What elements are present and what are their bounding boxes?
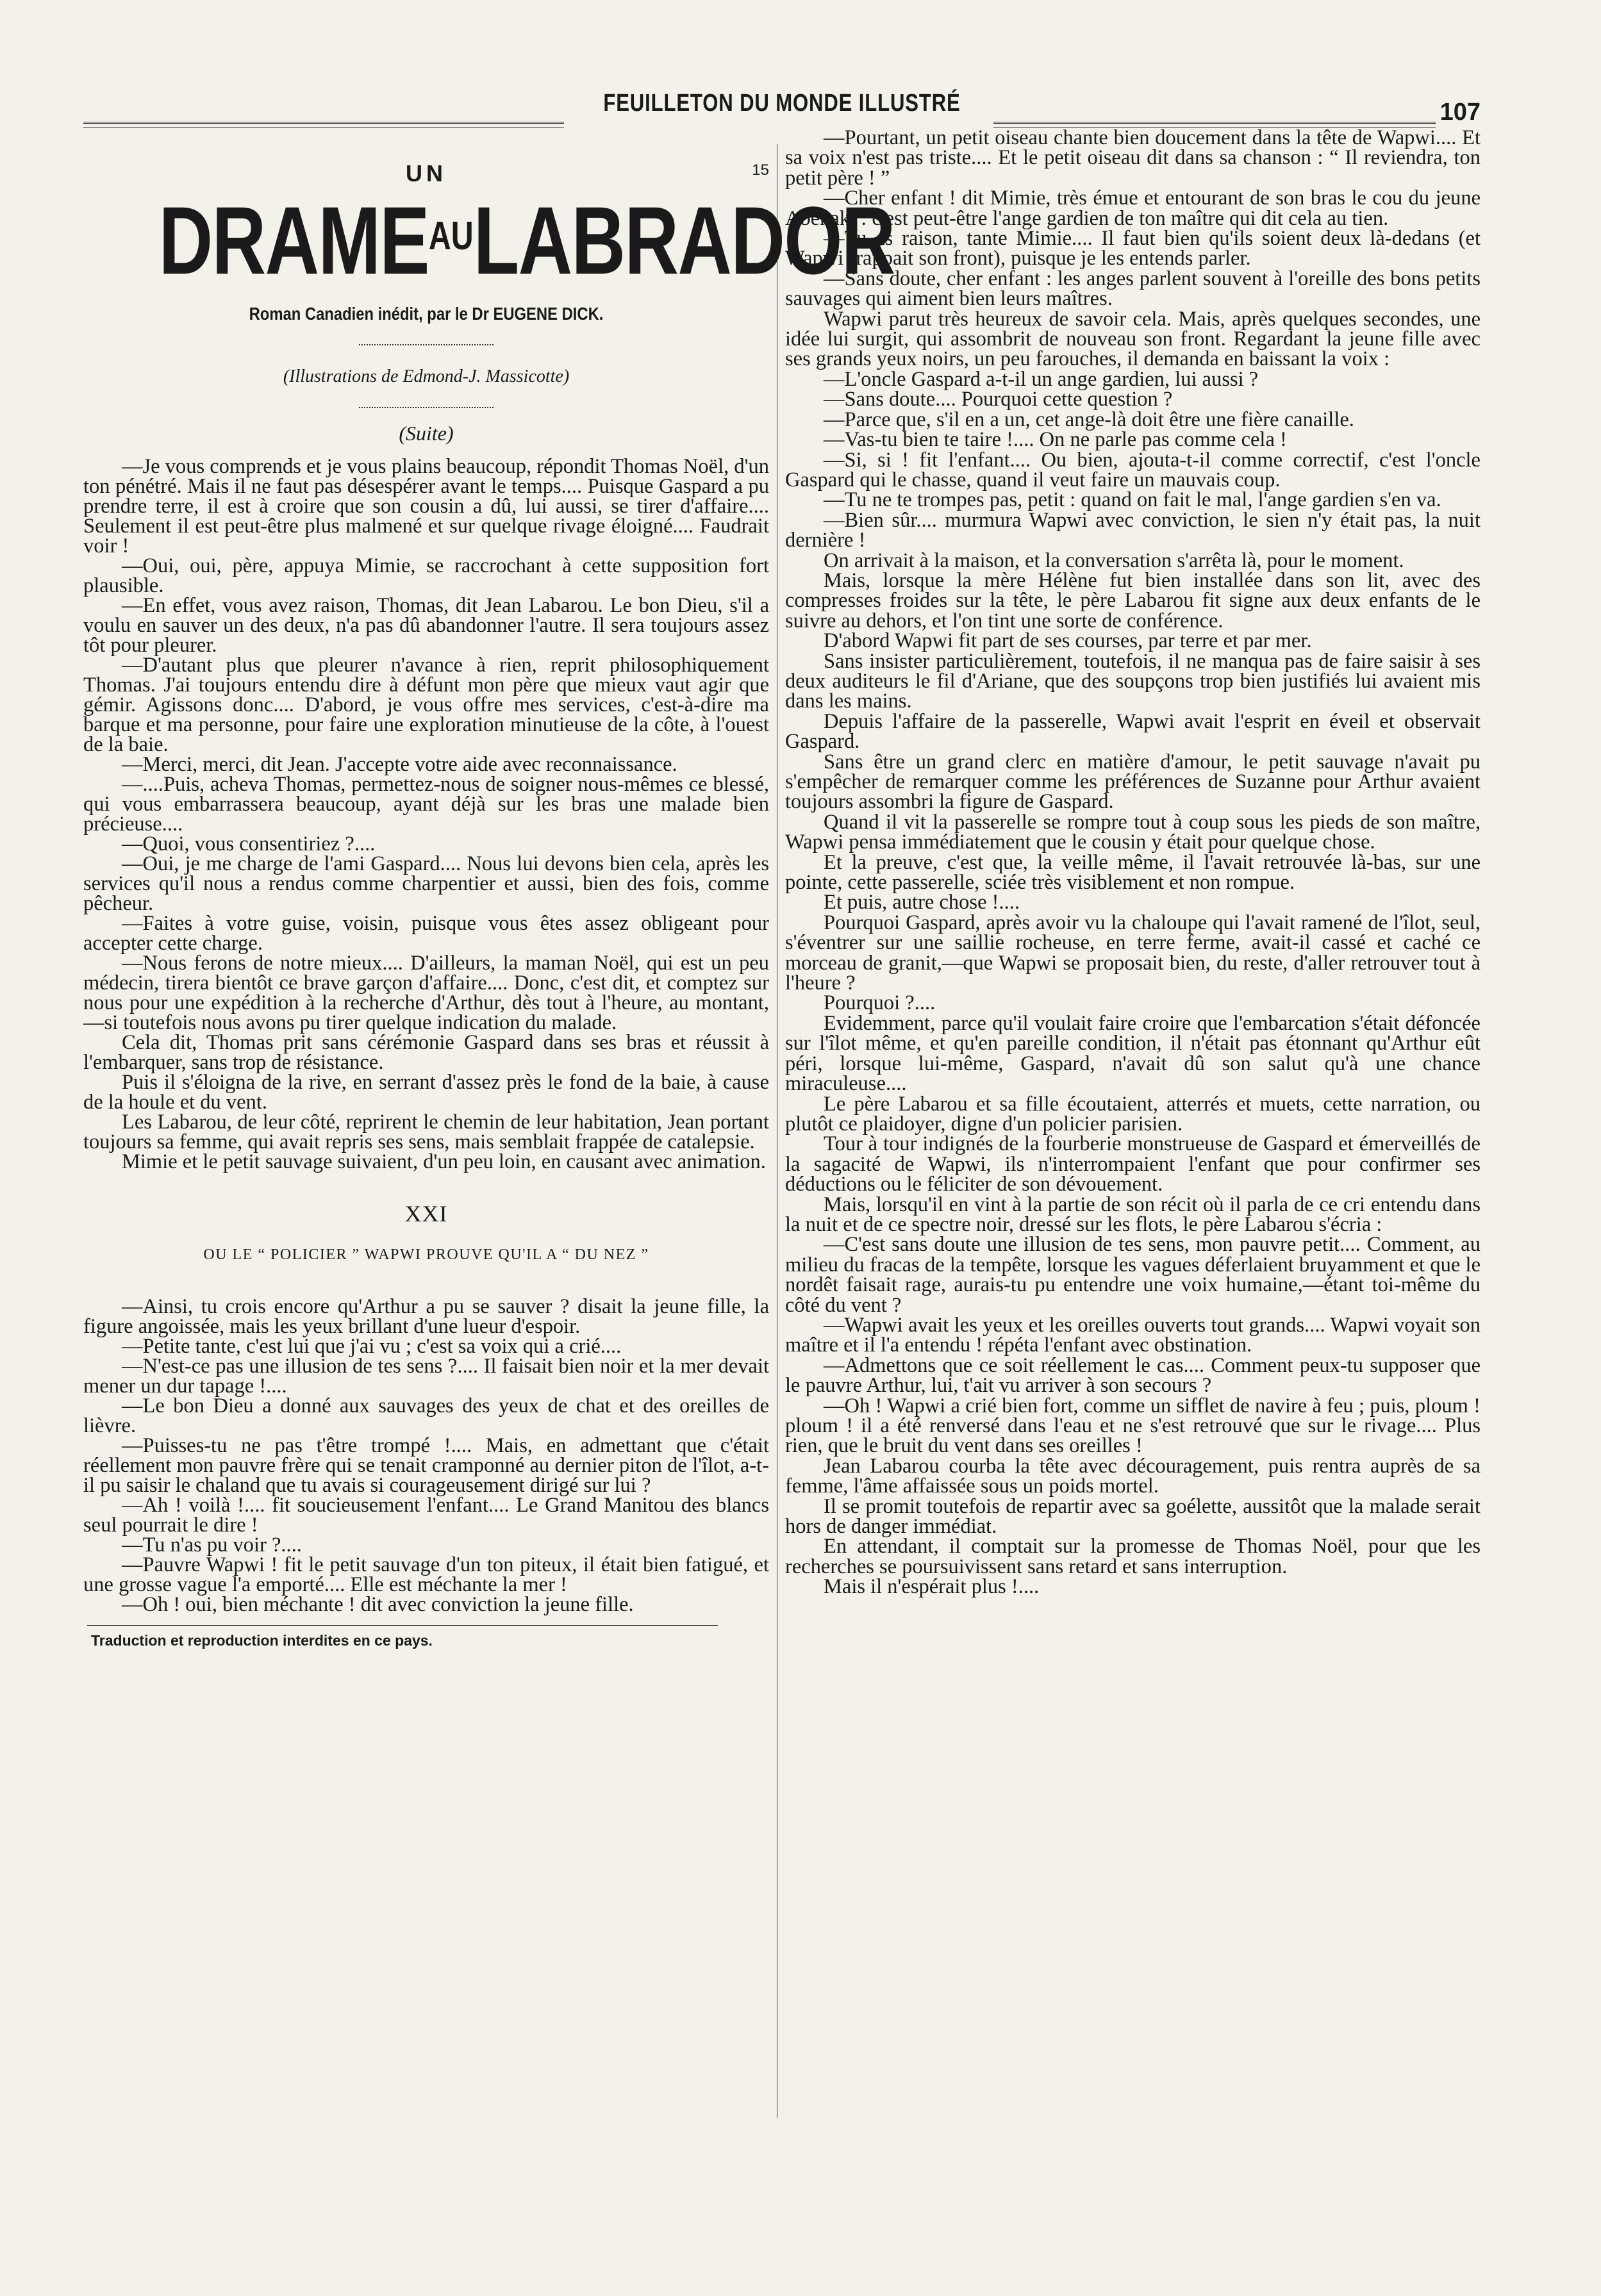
suite-label: (Suite) [399, 422, 454, 445]
chapter-number: XXI [404, 1201, 448, 1226]
paragraph: Les Labarou, de leur côté, reprirent le chemin de leur habitation, Jean portant toujours sa femme, qui avait repris ses sens, mais semblait frappée de catalepsie. [83, 1111, 769, 1153]
paragraph: Pourquoi ?.... [824, 991, 936, 1015]
paragraph: Il se promit toutefois de repartir avec sa goélette, aussitôt que la malade serait hors de danger immédiat. [785, 1494, 1481, 1539]
paragraph: En attendant, il comptait sur la promesse de Thomas Noël, pour que les recherches se poursuivissent sans retard et sans interruption. [785, 1535, 1481, 1578]
right-body-text [785, 128, 1481, 1598]
paragraph: —Tu n'as pu voir ?.... [122, 1533, 302, 1557]
paragraph: —Tu ne te trompes pas, petit : quand on fait le mal, l'ange gardien s'en va. [824, 488, 1441, 512]
paragraph: —Quoi, vous consentiriez ?.... [122, 832, 376, 855]
left-body-text [83, 457, 769, 1172]
paragraph: Mais, lorsque la mère Hélène fut bien installée dans son lit, avec des compresses froides sur la tête, le père Labarou fit signe aux deux enfants de le suivre au dehors, et l'on tint une sorte de conférence. [785, 568, 1481, 632]
paragraph: —Sans doute.... Pourquoi cette question ? [824, 388, 1173, 411]
paragraph: —Puisses-tu ne pas t'être trompé !.... Mais, en admettant que c'était réellement mon pauvre frère qui se tenait cramponné au dernier piton de l'îlot, a-t-il pu saisir le chaland que tu avais si courageusement dirigé sur lui ? [83, 1434, 769, 1497]
paragraph: Sans insister particulièrement, toutefois, il ne manqua pas de faire saisir à ses deux auditeurs le fil d'Ariane, que des soupçons trop bien justifiés lui avaient mis dans les mains. [785, 649, 1481, 713]
ornament-divider [83, 331, 769, 350]
paragraph: —Petite tante, c'est lui que j'ai vu ; c'est sa voix qui a crié.... [122, 1335, 622, 1358]
paragraph: —Oh ! Wapwi a crié bien fort, comme un sifflet de navire à feu ; puis, ploum ! ploum ! il a été renversé dans l'eau et ne s'est retrouvé que sur le rivage.... Plus rien, que le bruit du vent dans ses oreilles ! [785, 1394, 1481, 1458]
installment-number: 15 [752, 161, 769, 179]
paragraph: —Faites à votre guise, voisin, puisque vous êtes assez obligeant pour accepter cette charge. [83, 912, 769, 955]
title-word-drame: DRAME [158, 186, 429, 294]
paragraph: —Vas-tu bien te taire !.... On ne parle pas comme cela ! [824, 428, 1287, 452]
paragraph: Jean Labarou courba la tête avec découragement, puis rentra auprès de sa femme, l'âme affaissée sous un poids mortel. [785, 1454, 1481, 1498]
paragraph: Tour à tour indignés de la fourberie monstrueuse de Gaspard et émerveillés de la sagacité de Wapwi, ils n'interrompaient l'enfant que pour confirmer ses déductions ou le féliciter de son dévouement. [785, 1132, 1481, 1196]
paragraph: Quand il vit la passerelle se rompre tout à coup sous les pieds de son maître, Wapwi pensa immédiatement que le cousin y était pour quelque chose. [785, 810, 1481, 854]
paragraph: —Tu as raison, tante Mimie.... Il faut bien qu'ils soient deux là-dedans (et Wapwi frappait son front), puisque je les entends parler. [785, 227, 1481, 270]
paragraph: Wapwi parut très heureux de savoir cela. Mais, après quelques secondes, une idée lui surgit, qui assombrit de nouveau son front. Regardant la jeune fille avec ses grands yeux noirs, un peu farouches, il demanda en baissant la voix : [785, 307, 1481, 371]
paragraph: Et puis, autre chose !.... [824, 891, 1020, 914]
paragraph: —Oui, oui, père, appuya Mimie, se raccrochant à cette supposition fort plausible. [83, 554, 769, 597]
chapter-title: OU LE “ POLICIER ” WAPWI PROUVE QU'IL A “ DU NEZ ” [203, 1246, 649, 1263]
footnote: Traduction et reproduction interdites en ce pays. [91, 1632, 433, 1649]
header-rule-left [83, 122, 564, 128]
paragraph: Depuis l'affaire de la passerelle, Wapwi avait l'esprit en éveil et observait Gaspard. [785, 709, 1481, 754]
title-kicker-text: UN [406, 160, 447, 186]
article-title [158, 186, 895, 294]
paragraph: Mais, lorsqu'il en vint à la partie de son récit où il parla de ce cri entendu dans la nuit et de ce spectre noir, dressé sur les flots, le père Labarou s'écria : [785, 1193, 1481, 1236]
paragraph: —Oui, je me charge de l'ami Gaspard.... Nous lui devons bien cela, après les services qu'il nous a rendus comme charpentier et aussi, bien des fois, comme pêcheur. [83, 852, 769, 915]
paragraph: Puis il s'éloigna de la rive, en serrant d'assez près le fond de la baie, à cause de la houle et du vent. [83, 1071, 769, 1114]
paragraph: —Je vous comprends et je vous plains beaucoup, répondit Thomas Noël, d'un ton pénétré. Mais il ne faut pas désespérer avant le temps.... Puisque Gaspard a pu prendre terre, il est à croire que son cousin a dû, lui aussi, se tirer d'affaire.... Seulement il est peut-être plus malmené et sur quelque rivage éloigné.... Faudrait voir ! [83, 455, 769, 557]
paragraph: Mimie et le petit sauvage suivaient, d'un peu loin, en causant avec animation. [122, 1150, 766, 1173]
paragraph: —D'autant plus que pleurer n'avance à rien, reprit philosophiquement Thomas. J'ai toujours entendu dire à défunt mon père que mieux vaut agir que gémir. Agissons donc.... D'abord, je vous offre mes services, c'est-à-dire ma barque et ma personne, pour faire une exploration minutieuse de la côte, à l'ouest de la baie. [83, 654, 769, 756]
paragraph: Evidemment, parce qu'il voulait faire croire que l'embarcation s'était défoncée sur l'îlot même, et qu'en pareille condition, il n'était pas étonnant qu'Arthur eût péri, lorsque lui-même, Gaspard, n'avait dû son salut qu'à une chance miraculeuse.... [785, 1011, 1481, 1096]
paragraph: —C'est sans doute une illusion de tes sens, mon pauvre petit.... Comment, au milieu du fracas de la tempête, lorsque les vagues déferlaient bruyamment et que le nordêt faisait rage, aurais-tu pu entendre une voix humaine,—étant toi-même du côté du vent ? [785, 1233, 1481, 1317]
paragraph: D'abord Wapwi fit part de ses courses, par terre et par mer. [824, 629, 1312, 653]
title-kicker [83, 160, 769, 188]
paragraph: —En effet, vous avez raison, Thomas, dit Jean Labarou. Le bon Dieu, s'il a voulu en sauver un des deux, n'a pas dû abandonner l'autre. Il sera toujours assez tôt pour pleurer. [83, 594, 769, 657]
paragraph: —Parce que, s'il en a un, cet ange-là doit être une fière canaille. [824, 408, 1354, 431]
paragraph: —L'oncle Gaspard a-t-il un ange gardien, lui aussi ? [824, 367, 1259, 391]
paragraph: Sans être un grand clerc en matière d'amour, le petit sauvage n'avait pu s'empêcher de remarquer comme les préférences de Suzanne pour Arthur avaient toujours assombri la figure de Gaspard. [785, 750, 1481, 814]
paragraph: Le père Labarou et sa fille écoutaient, atterrés et muets, cette narration, ou plutôt ce plaidoyer, digne d'un policier parisien. [785, 1092, 1481, 1136]
ornament-divider [83, 393, 769, 413]
paragraph: —Admettons que ce soit réellement le cas.... Comment peux-tu supposer que le pauvre Arthur, lui, t'ait vu arriver à son secours ? [785, 1353, 1481, 1398]
paragraph: —Oh ! oui, bien méchante ! dit avec conviction la jeune fille. [122, 1593, 634, 1616]
paragraph: On arrivait à la maison, et la conversation s'arrêta là, pour le moment. [824, 549, 1404, 572]
paragraph: Cela dit, Thomas prit sans cérémonie Gaspard dans ses bras et réussit à l'embarquer, sans trop de résistance. [83, 1031, 769, 1074]
paragraph: —Bien sûr.... murmura Wapwi avec conviction, le sien n'y était pas, la nuit dernière ! [785, 508, 1481, 552]
paragraph: —Wapwi avait les yeux et les oreilles ouverts tout grands.... Wapwi voyait son maître et il l'a entendu ! répéta l'enfant avec obstination. [785, 1313, 1481, 1357]
illustrations-credit: (Illustrations de Edmond-J. Massicotte) [283, 367, 570, 386]
paragraph: —Le bon Dieu a donné aux sauvages des yeux de chat et des oreilles de lièvre. [83, 1394, 769, 1437]
paragraph: —N'est-ce pas une illusion de tes sens ?.... Il faisait bien noir et la mer devait mener un dur tapage !.... [83, 1355, 769, 1398]
title-word-au: AU [428, 214, 474, 258]
paragraph: —Ainsi, tu crois encore qu'Arthur a pu se sauver ? disait la jeune fille, la figure angoissée, mais les yeux brillant d'une lueur d'espoir. [83, 1295, 769, 1338]
paragraph: —Si, si ! fit l'enfant.... Ou bien, ajouta-t-il comme correctif, c'est l'oncle Gaspard qui le chasse, quand il veut faire un mauvais coup. [785, 448, 1481, 491]
paragraph: —Merci, merci, dit Jean. J'accepte votre aide avec reconnaissance. [122, 753, 677, 776]
article-subtitle: Roman Canadien inédit, par le Dr EUGENE DICK. [249, 304, 604, 324]
footnote-rule [87, 1625, 718, 1626]
paragraph: —....Puis, acheva Thomas, permettez-nous de soigner nous-mêmes ce blessé, qui vous embarrassera beaucoup, ayant déjà sur les bras une malade bien précieuse.... [83, 773, 769, 836]
header-title: FEUILLETON DU MONDE ILLUSTRÉ [603, 90, 961, 117]
paragraph: —Cher enfant ! dit Mimie, très émue et entourant de son bras le cou du jeune Abénaki : c'est peut-être l'ange gardien de ton maître qui dit cela au tien. [785, 186, 1481, 230]
paragraph: —Ah ! voilà !.... fit soucieusement l'enfant.... Le Grand Manitou des blancs seul pourrait le dire ! [83, 1494, 769, 1537]
page-number: 107 [1439, 99, 1481, 126]
chapter-body-text [83, 1297, 769, 1615]
paragraph: Pourquoi Gaspard, après avoir vu la chaloupe qui l'avait ramené de l'îlot, seul, s'éventrer sur une saillie rocheuse, en terre ferme, avait-il cassé et caché ce morceau de granit,—que Wapwi se proposait bien, du reste, d'aller retrouver tout à l'heure ? [785, 911, 1481, 995]
paragraph: —Sans doute, cher enfant : les anges parlent souvent à l'oreille des bons petits sauvages qui aiment bien leurs maîtres. [785, 267, 1481, 311]
paragraph: —Pauvre Wapwi ! fit le petit sauvage d'un ton piteux, il était bien fatigué, et une grosse vague l'a emporté.... Elle est méchante la mer ! [83, 1553, 769, 1596]
paragraph: Et la preuve, c'est que, la veille même, il l'avait retrouvée là-bas, sur une pointe, cette passerelle, sciée très visiblement et non rompue. [785, 850, 1481, 895]
right-column [785, 128, 1481, 1598]
title-word-labrador: LABRADOR [473, 186, 895, 294]
paragraph: —Pourtant, un petit oiseau chante bien doucement dans la tête de Wapwi.... Et sa voix n'est pas triste.... Et le petit oiseau dit dans sa chanson : “ Il reviendra, ton petit père ! ” [785, 126, 1481, 190]
paragraph: —Nous ferons de notre mieux.... D'ailleurs, la maman Noël, qui est un peu médecin, tirera bientôt ce brave garçon d'affaire.... Donc, c'est dit, et comptez sur nous pour une expédition à la recherche d'Arthur, dès tout à l'heure, au montant,—si toutefois nous avons pu tirer quelque indication du malade. [83, 952, 769, 1034]
paragraph: Mais il n'espérait plus !.... [824, 1575, 1040, 1599]
